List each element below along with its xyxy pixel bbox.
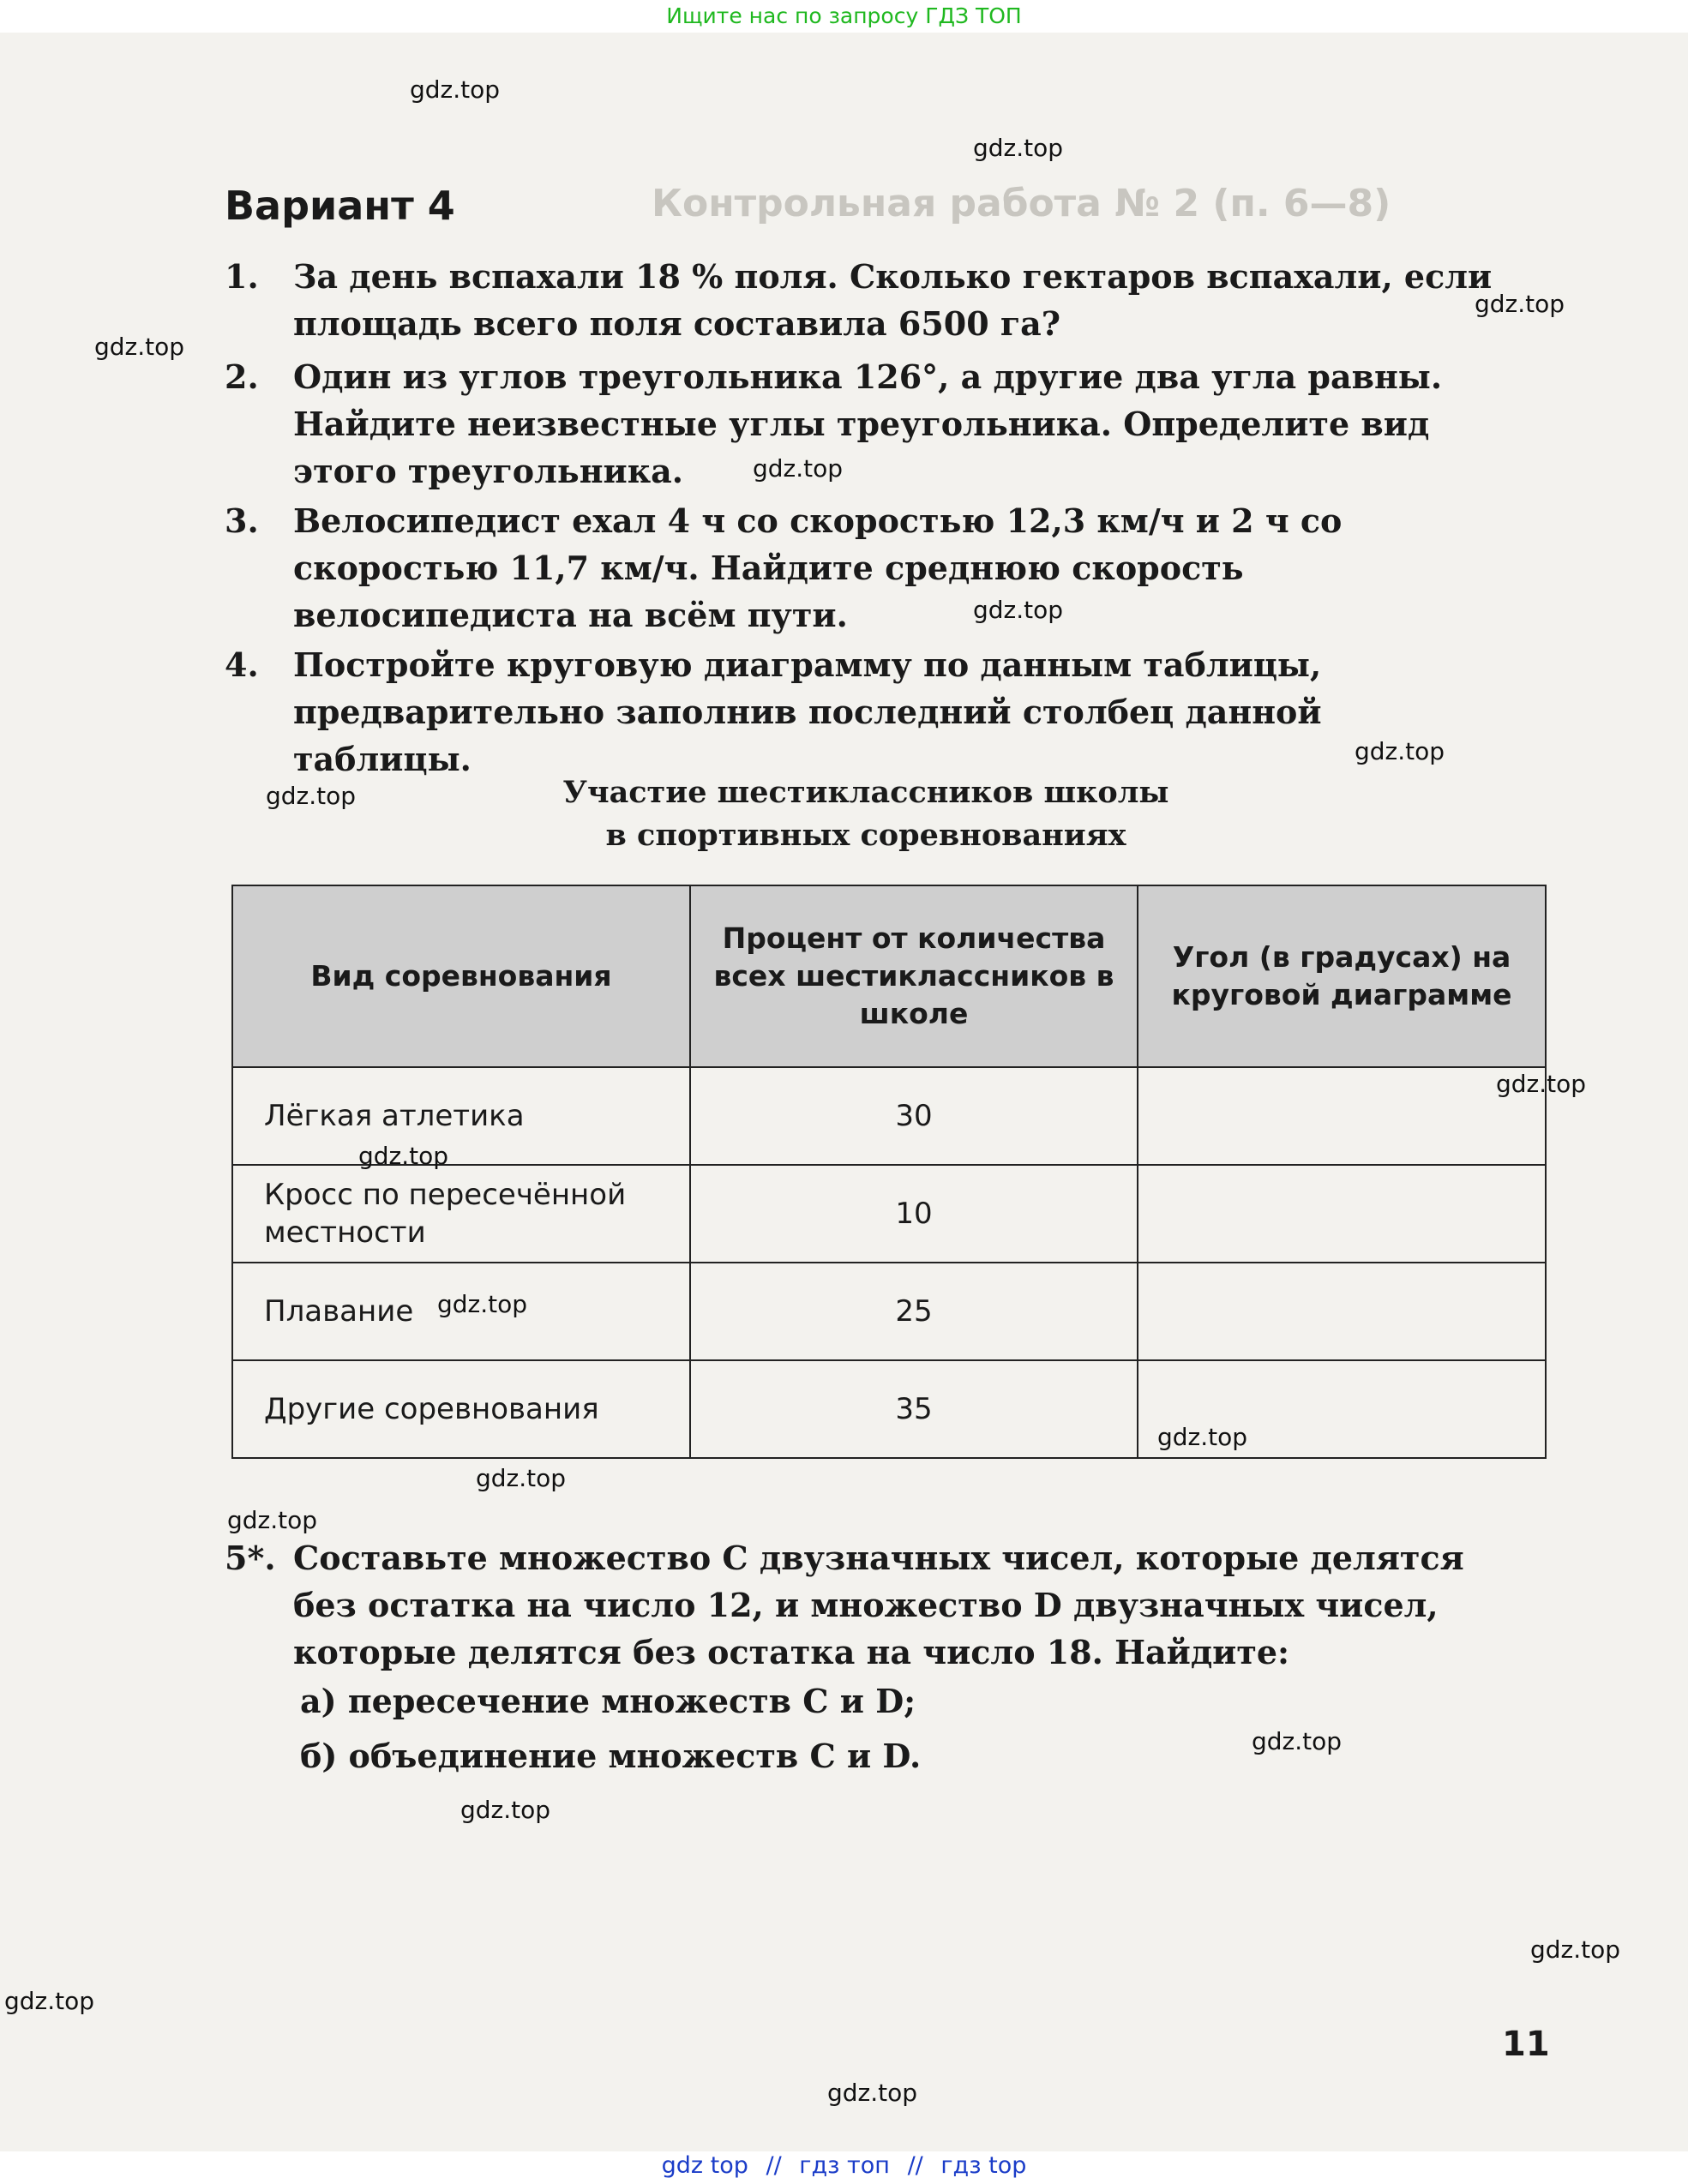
angle-value — [1138, 1263, 1546, 1360]
watermark: gdz.top — [460, 1796, 551, 1824]
problem-number: 1. — [225, 257, 259, 296]
caption-line: Участие шестиклассников школы — [562, 775, 1169, 810]
competition-name: Плавание — [232, 1263, 690, 1360]
percent-value: 30 — [690, 1067, 1138, 1165]
watermark: gdz.top — [1252, 1727, 1343, 1755]
watermark: gdz.top — [410, 75, 501, 104]
caption-line: в спортивных соревнованиях — [605, 818, 1126, 853]
percent-value: 25 — [690, 1263, 1138, 1360]
problem-number: 3. — [225, 501, 259, 540]
footer-link[interactable]: гдз топ — [799, 2152, 890, 2179]
watermark: gdz.top — [437, 1290, 528, 1318]
watermark: gdz.top — [1530, 1935, 1621, 1964]
problem-text: Велосипедист ехал 4 ч со скоростью 12,3 км/ч и 2 ч со скоростью 11,7 км/ч. Найдите среднюю скорость велосипедиста на всём пути. — [293, 501, 1343, 634]
watermark: gdz.top — [753, 454, 844, 483]
watermark: gdz.top — [1496, 1070, 1587, 1098]
bleed-through-heading: Контрольная работа № 2 (п. 6—8) — [652, 182, 1391, 225]
competition-name: Лёгкая атлетика — [232, 1067, 690, 1165]
problem-number: 4. — [225, 645, 259, 684]
watermark: gdz.top — [827, 2079, 918, 2107]
watermark: gdz.top — [266, 782, 357, 810]
header-angle: Угол (в градусах) на круговой диаграмме — [1138, 885, 1546, 1067]
percent-value: 10 — [690, 1165, 1138, 1263]
watermark: gdz.top — [358, 1142, 449, 1170]
subitem-b: б) объединение множеств C и D. — [300, 1737, 922, 1775]
problem-text: Составьте множество C двузначных чисел, которые делятся без остатка на число 12, и множество D двузначных чисел, которые делятся без остатка на число 18. Найдите: — [293, 1539, 1464, 1671]
table-row — [232, 1165, 1546, 1263]
table-row — [232, 1263, 1546, 1360]
subitem-a: а) пересечение множеств C и D; — [300, 1682, 916, 1720]
problem-number: 2. — [225, 357, 259, 396]
competition-name: Другие соревнования — [232, 1360, 690, 1458]
footer-link[interactable]: gdz top — [661, 2152, 748, 2179]
page-number: 11 — [1502, 2025, 1550, 2064]
watermark: gdz.top — [973, 134, 1064, 162]
table-caption — [480, 771, 1252, 857]
header-competition: Вид соревнования — [232, 885, 690, 1067]
footer-link[interactable]: гдз top — [940, 2152, 1027, 2179]
problem-text: За день вспахали 18 % поля. Сколько гектаров вспахали, если площадь всего поля составила 6500 га? — [293, 257, 1493, 343]
problem-text: Постройте круговую диаграмму по данным таблицы, предварительно заполнив последний столбец данной таблицы. — [293, 645, 1322, 778]
header-percent: Процент от количества всех шестиклассников в школе — [690, 885, 1138, 1067]
watermark: gdz.top — [1157, 1423, 1248, 1451]
competition-name: Кросс по пересечённой местности — [232, 1165, 690, 1263]
watermark: gdz.top — [476, 1464, 567, 1492]
sports-table — [231, 885, 1547, 1459]
table-row — [232, 1360, 1546, 1458]
top-banner[interactable]: Ищите нас по запросу ГДЗ ТОП — [666, 3, 1022, 28]
watermark: gdz.top — [1355, 737, 1445, 765]
footer-separator: // — [907, 2152, 923, 2179]
footer-links — [0, 2148, 1688, 2184]
watermark: gdz.top — [227, 1506, 318, 1534]
problem-text: Один из углов треугольника 126°, а другие два угла равны. Найдите неизвестные углы треугольника. Определите вид этого треугольника. — [293, 357, 1443, 490]
angle-value — [1138, 1165, 1546, 1263]
footer-separator: // — [766, 2152, 782, 2179]
variant-title: Вариант 4 — [225, 183, 455, 229]
watermark: gdz.top — [973, 596, 1064, 624]
angle-value — [1138, 1067, 1546, 1165]
watermark: gdz.top — [4, 1987, 95, 2015]
problem-number: 5*. — [225, 1539, 276, 1577]
watermark: gdz.top — [1475, 290, 1565, 318]
percent-value: 35 — [690, 1360, 1138, 1458]
watermark: gdz.top — [94, 333, 185, 361]
